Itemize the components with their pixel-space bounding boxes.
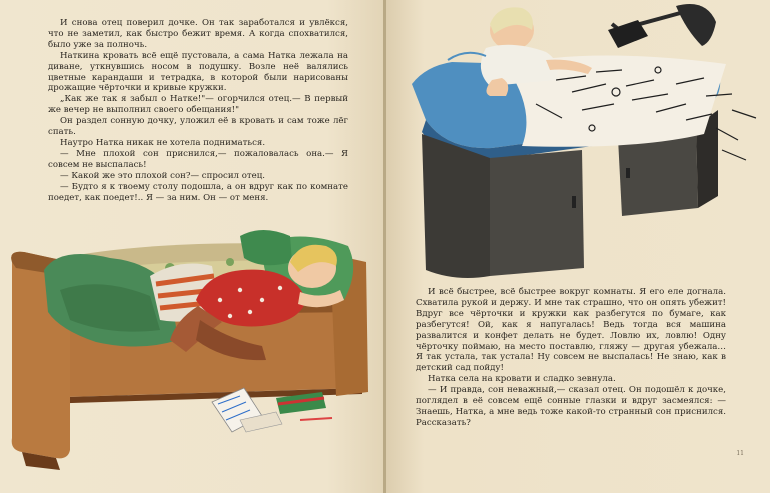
- page-number: 11: [736, 450, 744, 457]
- paragraph: Натка села на кровати и сладко зевнула.: [428, 374, 616, 385]
- paragraph: Наутро Натка никак не хотела подниматься.: [60, 137, 266, 148]
- desk-lamp-icon: [608, 4, 716, 48]
- paragraph: — И правда, сон неважный,— сказал отец. Он подошёл к дочке, поглядел в её совсем ещё сонные глазки и вдруг засмеялся: — Знаешь, Натка, а мне ведь тоже какой-то странный сон приснился. Рассказать?: [416, 385, 726, 428]
- right-page: [386, 0, 770, 493]
- paragraph: — Мне плохой сон приснился,— пожаловалась она.— Я совсем не выспалась!: [48, 148, 348, 170]
- paragraph: И снова отец поверил дочке. Он так заработался и увлёкся, что не заметил, как быстро бежит время. А когда спохватился, было уже за полночь.: [48, 18, 348, 50]
- sleeping-girl-illustration: [0, 0, 384, 493]
- right-page-text: [416, 287, 726, 429]
- paragraph: И всё быстрее, всё быстрее вокруг комнаты. Я его еле догнала. Схватила рукой и держу. И мне так страшно, что он опять убежит! Вдруг все чёрточки и кружки как разбегутся по бумаге, как разбегутся! Ой, как я напугалась! Ведь тогда вся машина развалится и конфет делать не будет. Ловлю их, ловлю! Одну чёрточку поймаю, на место поставлю, гляжу — другая убежала… Я так устала, так устала! Ну совсем не выспалась! Не знаю, как в детский сад пойду!: [416, 287, 726, 374]
- paragraph: — Какой же это плохой сон?— спросил отец.: [60, 170, 266, 181]
- paragraph: Наткина кровать всё ещё пустовала, а сама Натка лежала на диване, уткнувшись носом в подушку. Возле неё валялись цветные карандаши и тетрадка, в которой были нарисованы дрожащие чёрточки и кривые кружки.: [48, 50, 348, 94]
- paragraph: — Будто я к твоему столу подошла, а он вдруг как по комнате поедет, как поедет!.. Я — за ним. Он — от меня.: [48, 181, 348, 203]
- paragraph: „Как же так я забыл о Натке!"— огорчился отец.— В первый же вечер не выполнил своего обещания!": [48, 94, 348, 116]
- paragraph: Он раздел сонную дочку, уложил её в кровать и сам тоже лёг спать.: [48, 116, 348, 138]
- left-page: [0, 0, 384, 493]
